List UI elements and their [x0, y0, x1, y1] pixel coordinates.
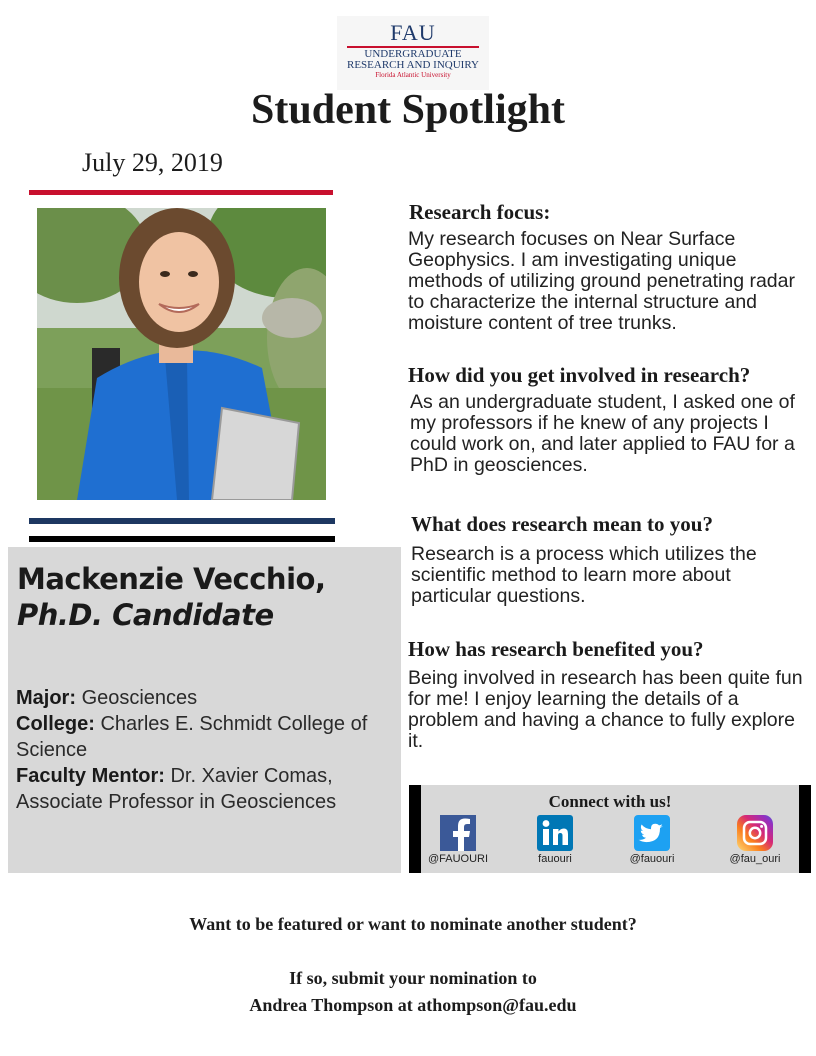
mentor-row — [16, 763, 398, 815]
twitter-handle: @fauouri — [629, 853, 675, 865]
twitter-icon — [634, 815, 670, 851]
linkedin-icon — [537, 815, 573, 851]
answer-research-focus: My research focuses on Near Surface Geophysics. I am investigating unique methods of utilizing ground penetrating radar to characterize the internal structure and moisture content of tree trunks. — [408, 228, 795, 334]
social-linkedin[interactable] — [510, 815, 600, 865]
social-twitter[interactable] — [607, 815, 697, 865]
instagram-icon — [737, 815, 773, 851]
college-label: College: — [16, 713, 95, 735]
question-research-benefit: How has research benefited you? — [408, 637, 704, 661]
page-title: Student Spotlight — [251, 87, 565, 133]
college-row — [16, 711, 398, 763]
connect-title: Connect with us! — [548, 792, 672, 811]
fau-ouri-logo — [337, 16, 489, 90]
footer-submit-line: If so, submit your nomination to — [289, 968, 537, 988]
footer-prompt: Want to be featured or want to nominate another student? — [189, 914, 637, 934]
navy-divider — [29, 518, 335, 524]
question-research-focus: Research focus: — [409, 200, 551, 224]
student-credential: Ph.D. Candidate — [17, 598, 274, 632]
major-value: Geosciences — [81, 687, 198, 709]
student-photo — [37, 208, 326, 500]
social-facebook[interactable] — [413, 815, 503, 865]
mentor-label: Faculty Mentor: — [16, 765, 165, 787]
college-value: Charles E. Schmidt College of Science — [16, 713, 368, 761]
student-name: Mackenzie Vecchio, — [17, 562, 326, 596]
student-name-block — [17, 561, 325, 633]
logo-brand: FAU — [390, 20, 436, 45]
question-getting-involved: How did you get involved in research? — [408, 363, 751, 387]
logo-line1: UNDERGRADUATE — [364, 48, 462, 60]
black-divider — [29, 536, 335, 542]
red-divider — [29, 190, 333, 195]
mentor-value: Dr. Xavier Comas, Associate Professor in Geosciences — [16, 765, 337, 813]
major-label: Major: — [16, 687, 76, 709]
student-profile-panel — [8, 547, 401, 873]
major-row — [16, 685, 398, 711]
connect-box — [409, 785, 811, 873]
answer-research-benefit: Being involved in research has been quite fun for me! I enjoy learning the details of a problem and having a chance to fully explore it. — [408, 667, 803, 752]
facebook-handle: @FAUOURI — [427, 853, 489, 865]
footer-contact: Andrea Thompson at athompson@fau.edu — [249, 995, 577, 1015]
logo-university: Florida Atlantic University — [375, 71, 451, 79]
answer-getting-involved: As an undergraduate student, I asked one of my professors if he knew of any projects I could work on, and later applied to FAU for a PhD in geosciences. — [410, 391, 795, 476]
answer-research-meaning: Research is a process which utilizes the scientific method to learn more about particular questions. — [411, 543, 757, 607]
instagram-handle: @fau_ouri — [729, 853, 781, 865]
publication-date: July 29, 2019 — [82, 148, 223, 177]
question-research-meaning: What does research mean to you? — [411, 512, 713, 536]
facebook-icon — [440, 815, 476, 851]
linkedin-handle: fauouri — [538, 853, 572, 865]
logo-line2: RESEARCH AND INQUIRY — [346, 59, 479, 71]
social-instagram[interactable] — [710, 815, 800, 865]
student-details — [16, 685, 398, 815]
